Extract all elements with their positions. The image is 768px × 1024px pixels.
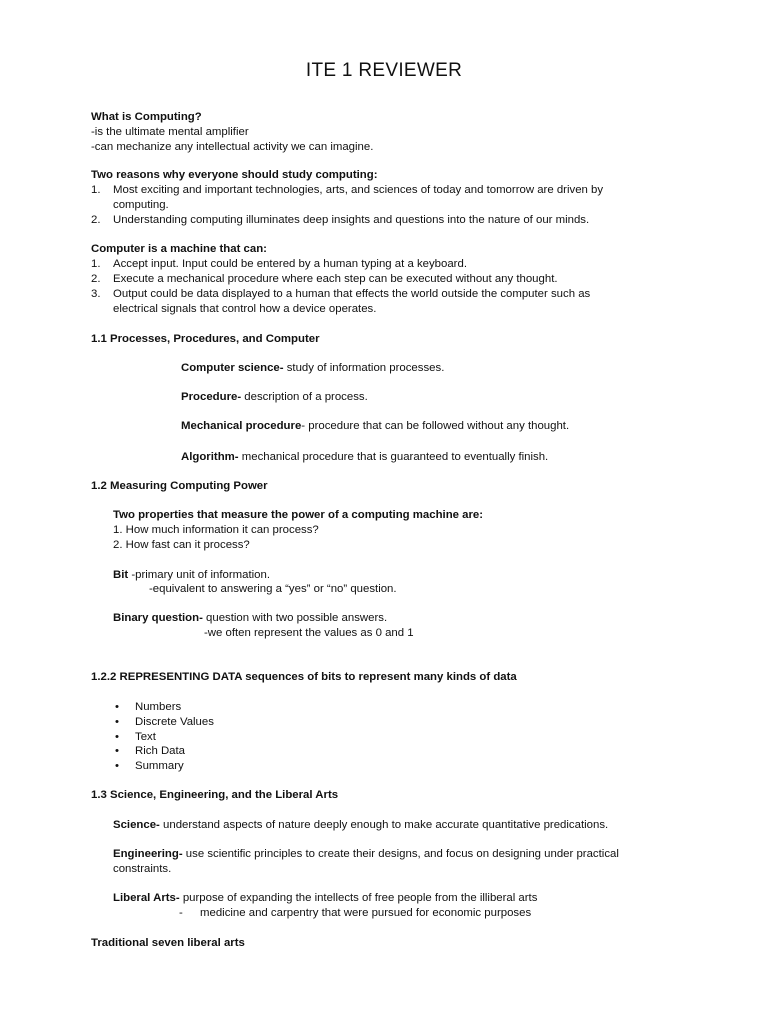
def-computer-science: Computer science- study of information processes. [181, 362, 445, 374]
machine-heading: Computer is a machine that can: [91, 243, 267, 255]
reasons-heading: Two reasons why everyone should study computing: [91, 169, 378, 181]
properties-heading: Two properties that measure the power of a computing machine are: [113, 509, 484, 521]
machine-item-3-line-2: electrical signals that control how a device operates. [113, 303, 377, 315]
machine-num-2: 2. [91, 273, 101, 285]
list-item-numbers: Numbers [135, 701, 182, 713]
computing-line-1: -is the ultimate mental amplifier [91, 126, 249, 138]
bullet-dot: • [115, 745, 119, 757]
machine-item-3-line-1: Output could be data displayed to a human that effects the world outside the computer such as [113, 288, 591, 300]
section-1-2-heading: 1.2 Measuring Computing Power [91, 480, 268, 492]
traditional-heading: Traditional seven liberal arts [91, 937, 245, 949]
page-title: ITE 1 REVIEWER [305, 60, 463, 81]
bullet-dot: • [115, 760, 119, 772]
bullet-dot: • [115, 701, 119, 713]
computing-line-2: -can mechanize any intellectual activity we can imagine. [91, 141, 374, 153]
section-1-2-2-heading: 1.2.2 REPRESENTING DATA sequences of bits to represent many kinds of data [91, 671, 517, 683]
def-engineering: Engineering- use scientific principles to create their designs, and focus on designing under practical [113, 848, 619, 860]
bullet-dot: • [115, 731, 119, 743]
def-mechanical-procedure: Mechanical procedure- procedure that can be followed without any thought. [181, 420, 570, 432]
def-procedure: Procedure- description of a process. [181, 391, 368, 403]
machine-item-1: Accept input. Input could be entered by a human typing at a keyboard. [113, 258, 467, 270]
def-liberal-arts: Liberal Arts- purpose of expanding the intellects of free people from the illiberal arts [113, 892, 538, 904]
list-item-text: Text [135, 731, 156, 743]
machine-num-3: 3. [91, 288, 101, 300]
def-bit: Bit -primary unit of information. [113, 569, 270, 581]
section-1-3-heading: 1.3 Science, Engineering, and the Liberal Arts [91, 789, 339, 801]
liberal-arts-dash: - [179, 907, 183, 919]
def-science: Science- understand aspects of nature deeply enough to make accurate quantitative predications. [113, 819, 609, 831]
bullet-dot: • [115, 716, 119, 728]
def-engineering-line-2: constraints. [113, 863, 172, 875]
reasons-num-2: 2. [91, 214, 101, 226]
def-liberal-arts-sub: medicine and carpentry that were pursued for economic purposes [200, 907, 532, 919]
reasons-num-1: 1. [91, 184, 101, 196]
section-1-1-heading: 1.1 Processes, Procedures, and Computer [91, 333, 320, 345]
property-1: 1. How much information it can process? [113, 524, 319, 536]
list-item-rich-data: Rich Data [135, 745, 186, 757]
list-item-summary: Summary [135, 760, 184, 772]
computing-heading: What is Computing? [91, 111, 202, 123]
machine-num-1: 1. [91, 258, 101, 270]
def-bit-sub: -equivalent to answering a “yes” or “no” question. [149, 583, 397, 595]
def-binary-question: Binary question- question with two possible answers. [113, 612, 388, 624]
property-2: 2. How fast can it process? [113, 539, 250, 551]
list-item-discrete-values: Discrete Values [135, 716, 214, 728]
reasons-item-2-line-1: Understanding computing illuminates deep insights and questions into the nature of our minds. [113, 214, 590, 226]
machine-item-2: Execute a mechanical procedure where each step can be executed without any thought. [113, 273, 558, 285]
def-algorithm: Algorithm- mechanical procedure that is guaranteed to eventually finish. [181, 451, 549, 463]
reasons-item-1-line-2: computing. [113, 199, 169, 211]
def-binary-question-sub: -we often represent the values as 0 and 1 [204, 627, 414, 639]
reasons-item-1-line-1: Most exciting and important technologies, arts, and sciences of today and tomorrow are driven by [113, 184, 604, 196]
